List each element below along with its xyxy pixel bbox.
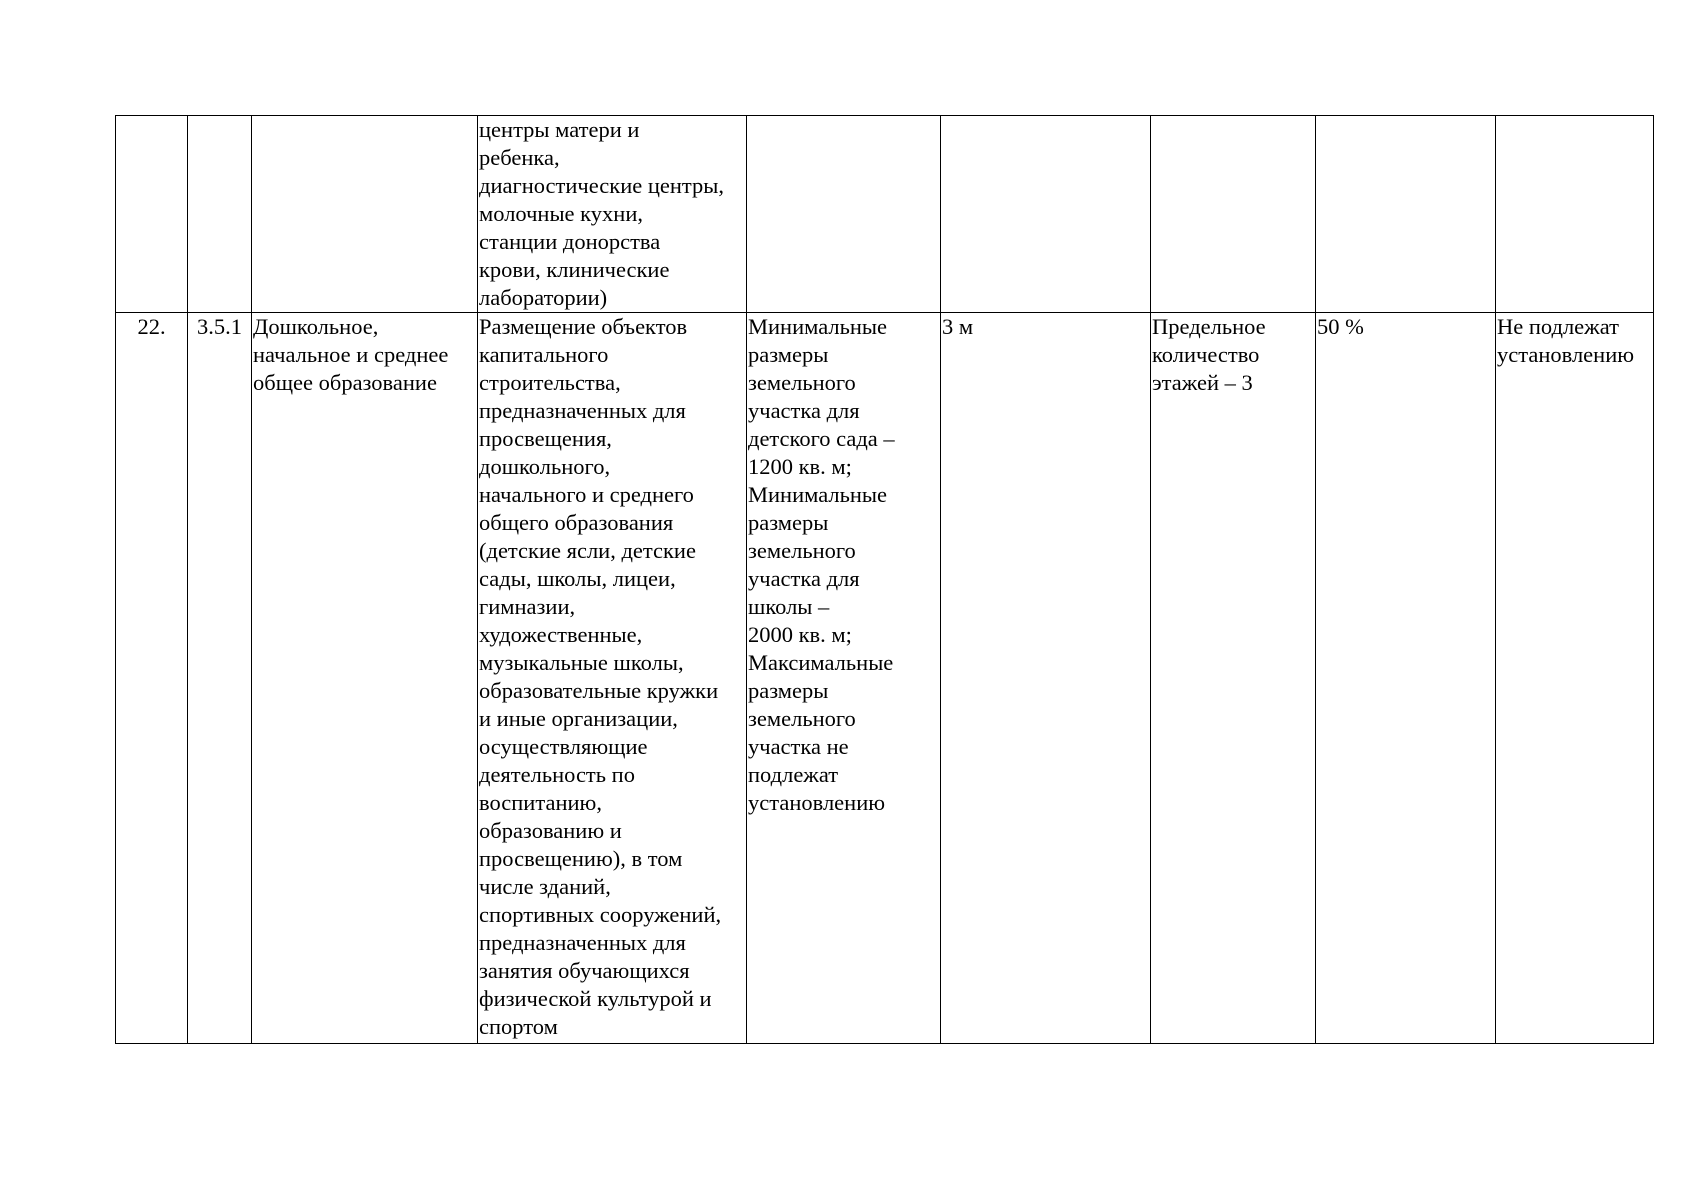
table-row [116,116,1654,313]
row-number: 22. [137,314,166,339]
floors-cell [1151,313,1316,1044]
use-name-cell [252,116,478,313]
floors-cell [1151,116,1316,313]
coverage: 50 % [1317,314,1364,339]
use-code-cell [188,116,252,313]
coverage-cell [1316,116,1496,313]
row-number-cell [116,313,188,1044]
setback: 3 м [942,314,974,339]
other-cell [1496,116,1654,313]
plot-size-cell [747,313,941,1044]
use-code: 3.5.1 [197,314,242,339]
table-row [116,313,1654,1044]
other-params: Не подлежат установлению [1497,314,1635,367]
row-number-cell [116,116,188,313]
setback-cell [941,313,1151,1044]
use-description-cell [478,313,747,1044]
use-name-cell [252,313,478,1044]
regulations-table [115,115,1654,1044]
use-description: центры матери и ребенка, диагностические центры, молочные кухни, станции донорства крови, клинические лаборатории) [479,117,725,310]
other-cell [1496,313,1654,1044]
use-name: Дошкольное, начальное и среднее общее образование [253,314,449,395]
setback-cell [941,116,1151,313]
plot-size: Минимальные размеры земельного участка для детского сада – 1200 кв. м; Минимальные размеры земельного участка для школы – 2000 кв. м; Максимальные размеры земельного участка не подлежат установлению [748,314,895,815]
use-description-cell [478,116,747,313]
floors-limit: Предельное количество этажей – 3 [1152,314,1266,395]
use-description: Размещение объектов капитального строительства, предназначенных для просвещения, дошкольного, начального и среднего общего образования (детские ясли, детские сады, школы, лицеи, гимназии, художественные, музыкальные школы, образовательные кружки и иные организации, осуществляющие деятельность по воспитанию, образованию и просвещению), в том числе зданий, спортивных сооружений, предназначенных для занятия обучающихся физической культурой и спортом [479,314,722,1039]
plot-size-cell [747,116,941,313]
coverage-cell [1316,313,1496,1044]
use-code-cell [188,313,252,1044]
